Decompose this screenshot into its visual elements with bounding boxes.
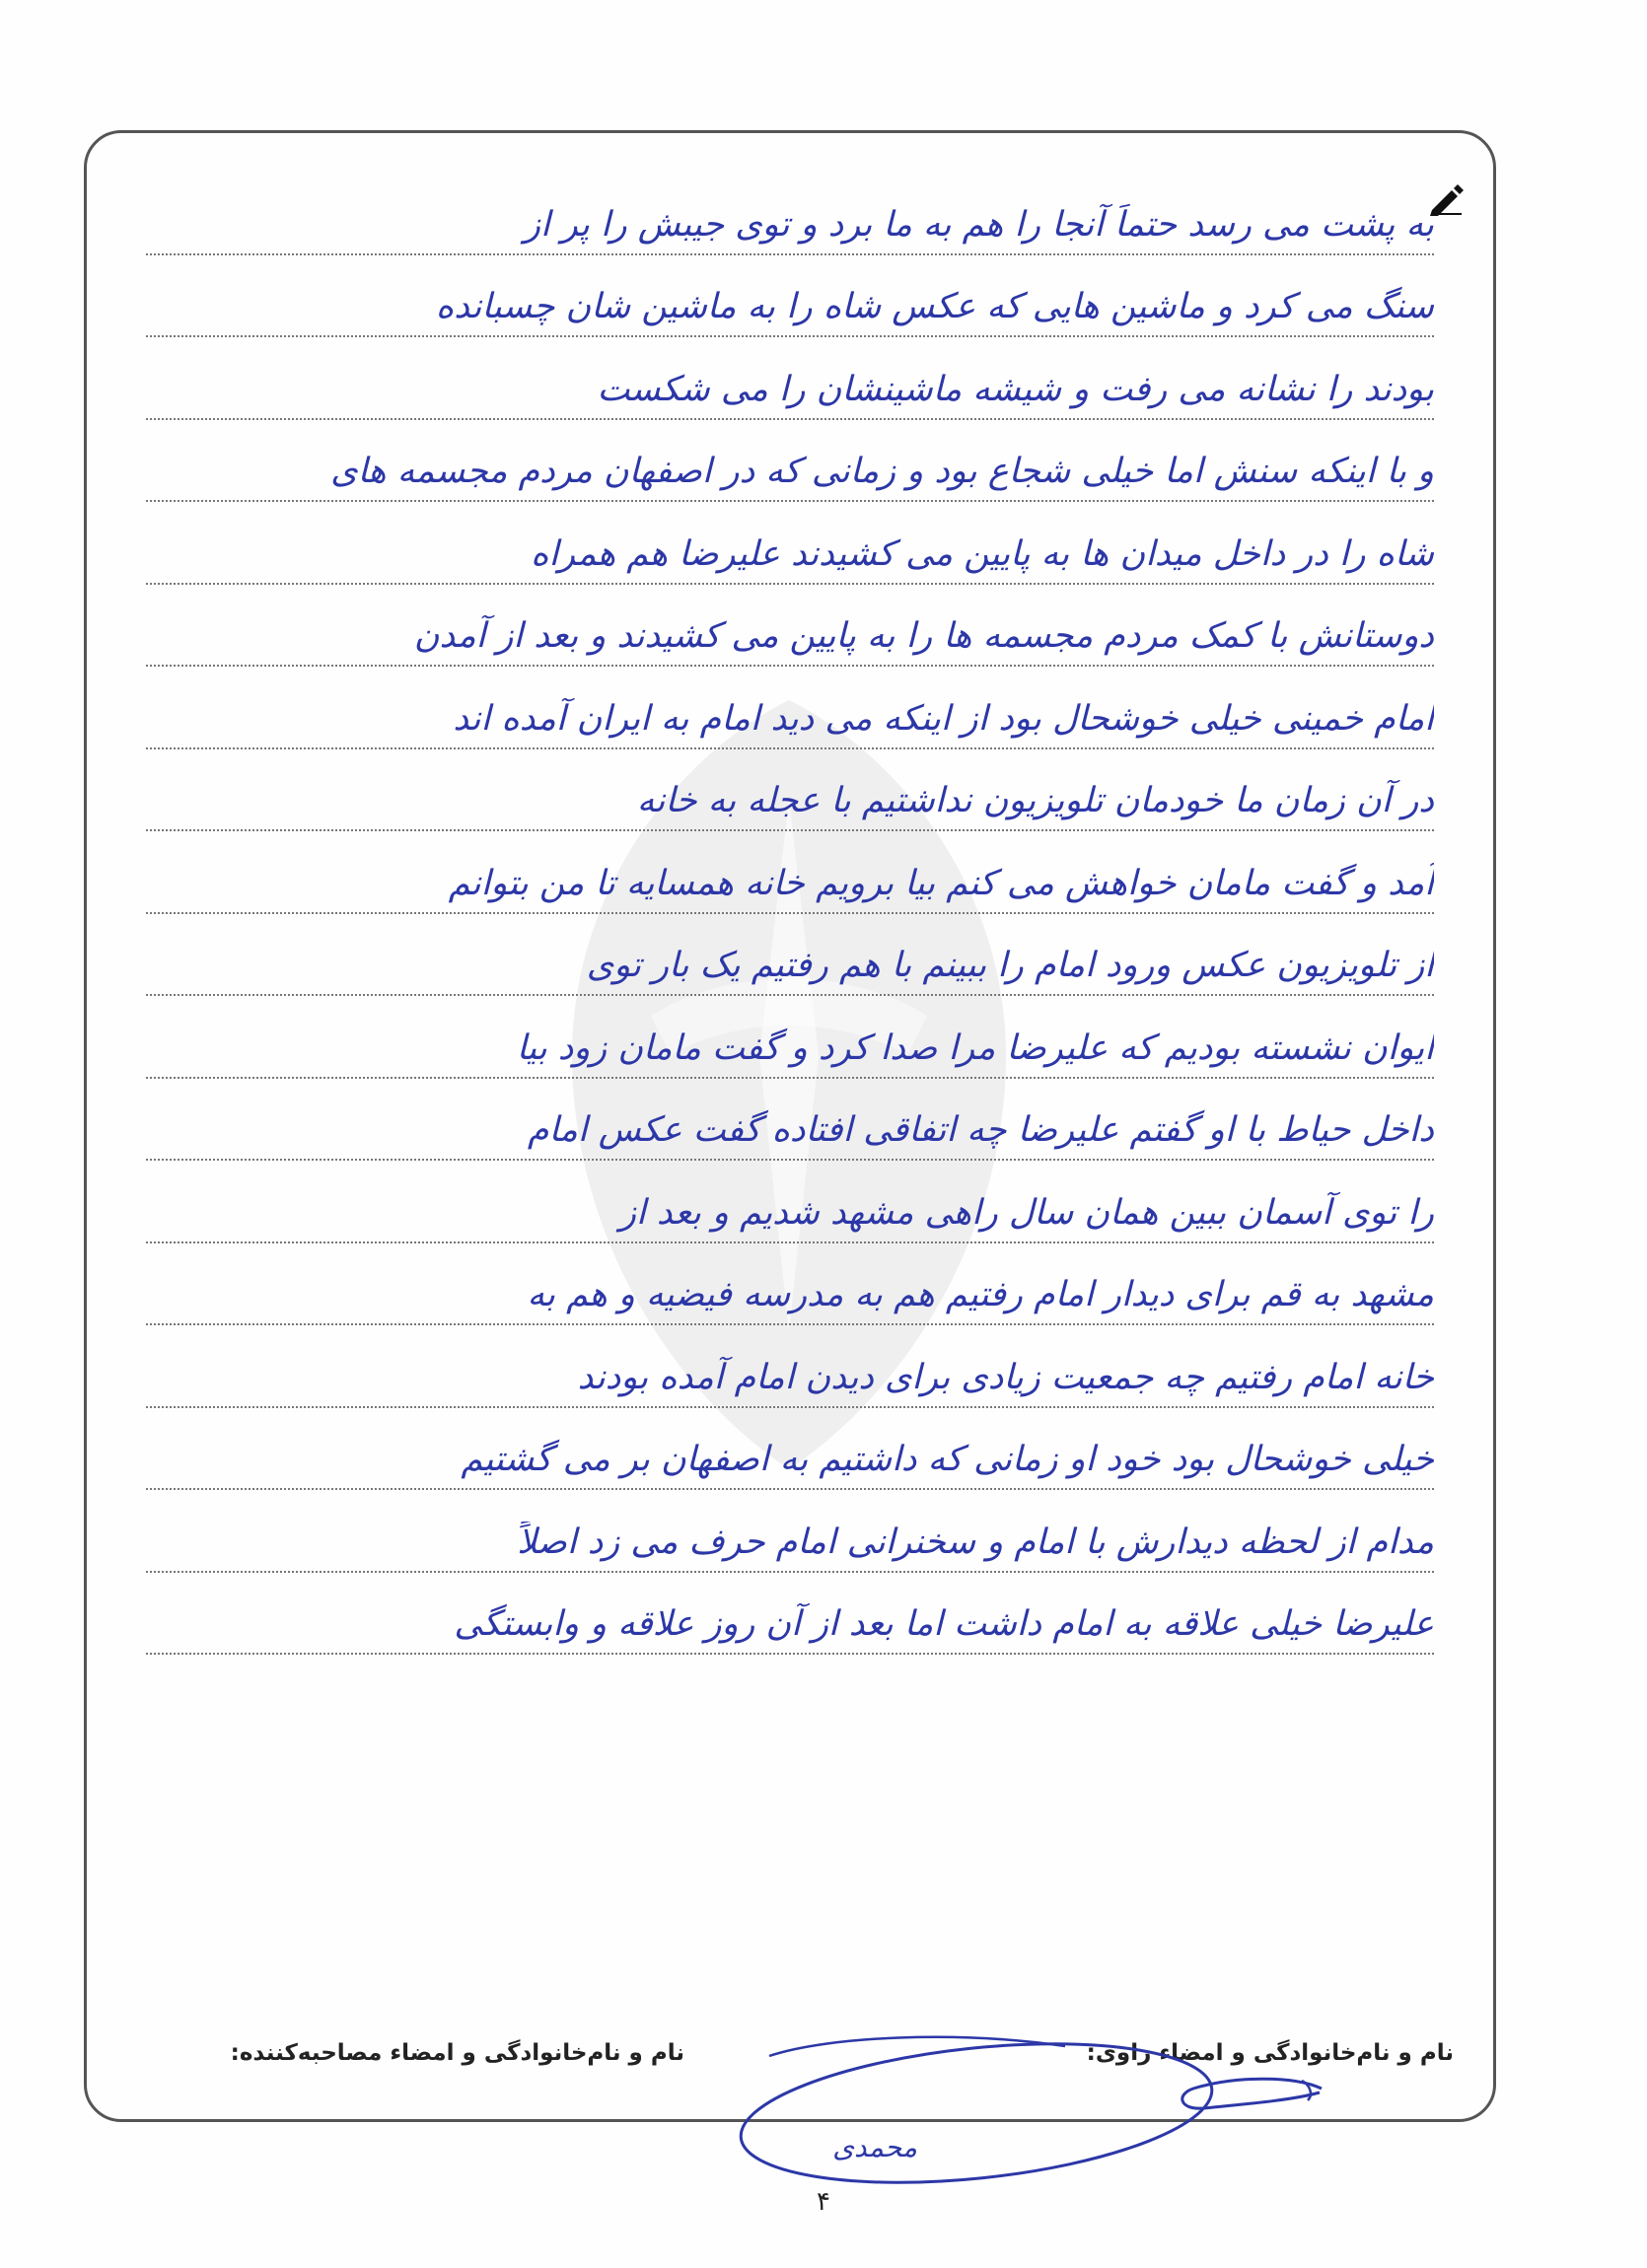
handwritten-lines [146,173,1434,1655]
interviewer-signature [710,2026,1223,2194]
text-line-content: داخل حیاط با او گفتم علیرضا چه اتفاقی افتاده گفت عکس امام [527,1110,1434,1151]
text-line-content: ایوان نشسته بودیم که علیرضا مرا صدا کرد و گفت مامان زود بیا [516,1028,1434,1068]
text-line-content: مشهد به قم برای دیدار امام رفتیم هم به مدرسه فیضیه و هم به [527,1275,1434,1315]
page-frame [84,130,1496,2122]
text-line [146,337,1434,420]
text-line-content: به پشت می رسد حتماً آنجا را هم به ما برد و توی جیبش را پر از [524,204,1434,245]
text-line [146,831,1434,914]
interviewer-signature-name: محمدی [832,2131,917,2163]
text-line [146,914,1434,997]
text-line [146,1408,1434,1491]
text-line [146,585,1434,668]
text-line-content: در آن زمان ما خودمان تلویزیون نداشتیم با عجله به خانه [636,781,1434,821]
text-line [146,255,1434,338]
text-line-content: را توی آسمان ببین همان سال راهی مشهد شدیم و بعد از [619,1192,1434,1233]
text-line [146,996,1434,1079]
text-line [146,749,1434,832]
text-line-content: دوستانش با کمک مردم مجسمه ها را به پایین می کشیدند و بعد از آمدن [413,616,1434,657]
page-number: ۴ [817,2187,830,2217]
text-line-content: و با اینکه سنش اما خیلی شجاع بود و زمانی که در اصفهان مردم مجسمه های [330,452,1434,492]
text-line [146,173,1434,255]
text-line-content: سنگ می کرد و ماشین هایی که عکس شاه را به ماشین شان چسبانده [435,287,1434,327]
text-line [146,420,1434,503]
text-line-content: از تلویزیون عکس ورود امام را ببینم با هم رفتیم یک بار توی [586,946,1434,986]
text-line-content: بودند را نشانه می رفت و شیشه ماشینشان را می شکست [597,369,1434,409]
text-line [146,1079,1434,1162]
text-line-content: علیرضا خیلی علاقه به امام داشت اما بعد از آن روز علاقه و وابستگی [454,1604,1434,1645]
text-line [146,1161,1434,1243]
text-line [146,667,1434,749]
text-line-content: خیلی خوشحال بود خود او زمانی که داشتیم به اصفهان بر می گشتیم [461,1440,1434,1480]
text-line-content: مدام از لحظه دیدارش با امام و سخنرانی امام حرف می زد اصلاً [517,1522,1434,1562]
text-line [146,502,1434,585]
text-line-content: خانه امام رفتیم چه جمعیت زیادی برای دیدن امام آمده بودند [577,1357,1434,1397]
text-line [146,1325,1434,1408]
narrator-signature-label: نام و نام‌خانوادگی و امضاء راوی: [1086,2040,1454,2066]
text-line [146,1490,1434,1573]
pen-writing-icon [1428,184,1468,216]
interviewer-signature-label: نام و نام‌خانوادگی و امضاء مصاحبه‌کننده: [230,2040,684,2066]
text-line [146,1243,1434,1326]
text-line-content: آمد و گفت مامان خواهش می کنم بیا برویم خانه همسایه تا من بتوانم [448,863,1434,903]
text-line [146,1573,1434,1656]
text-line-content: شاه را در داخل میدان ها به پایین می کشیدند علیرضا هم همراه [531,533,1434,574]
text-line-content: امام خمینی خیلی خوشحال بود از اینکه می دید امام به ایران آمده اند [453,698,1434,739]
